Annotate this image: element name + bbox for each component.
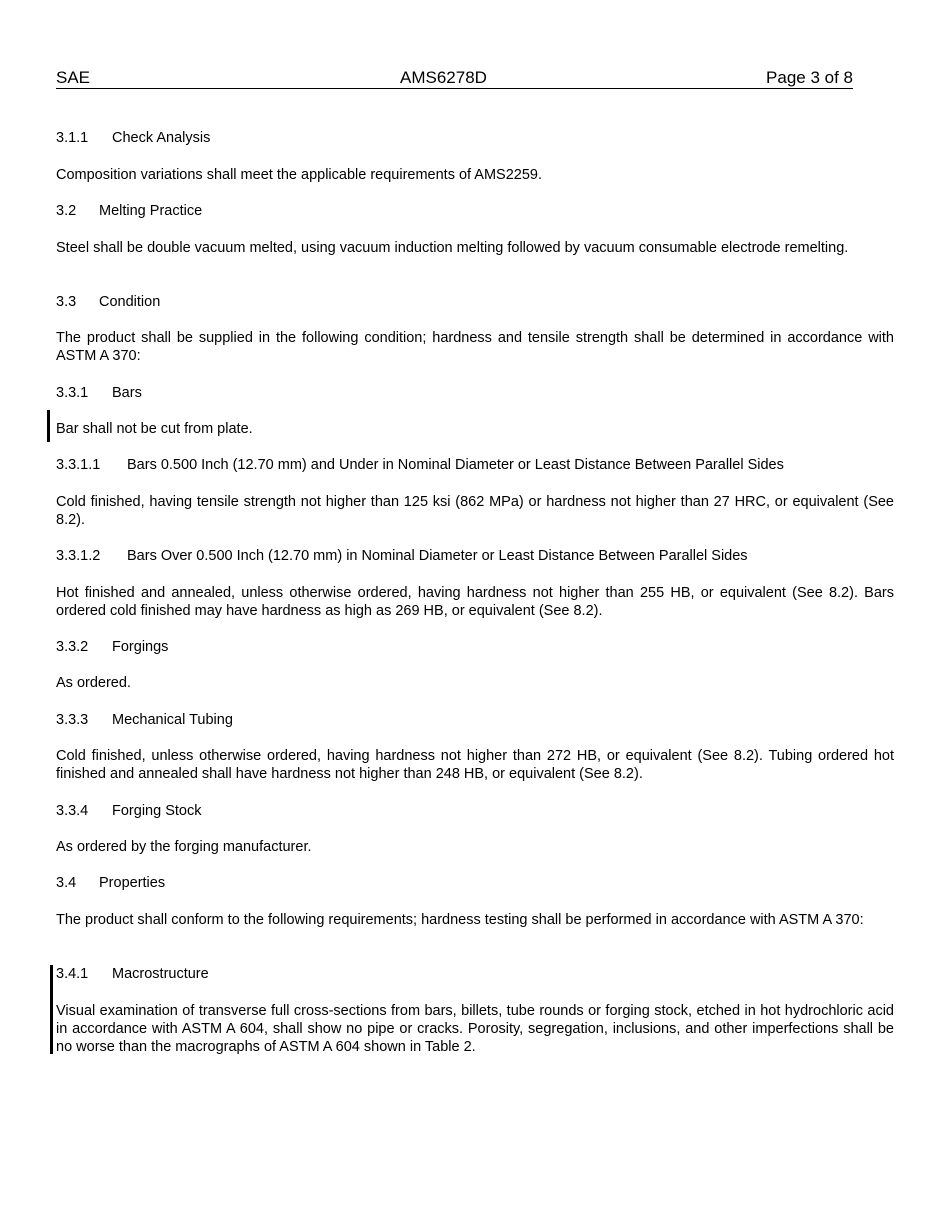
section-heading xyxy=(56,638,894,656)
section-number: 3.3.1 xyxy=(56,385,89,401)
section-heading xyxy=(56,965,894,983)
paragraph: Cold finished, unless otherwise ordered, having hardness not higher than 272 HB, or equivalent (See 8.2). Tubing ordered hot finished and annealed shall have hardness not higher than 248 HB, or equivalent (See 8.2). xyxy=(56,748,894,782)
section-title: Forgings xyxy=(112,639,169,655)
section-title: Check Analysis xyxy=(112,130,211,146)
section-title: Forging Stock xyxy=(112,803,202,819)
section-heading xyxy=(56,802,894,820)
change-bar xyxy=(47,410,50,442)
section-title: Mechanical Tubing xyxy=(112,712,233,728)
section-number: 3.3.4 xyxy=(56,803,89,819)
paragraph: As ordered by the forging manufacturer. xyxy=(56,839,312,855)
section-heading xyxy=(56,547,894,565)
section-title: Properties xyxy=(99,875,166,891)
section-number: 3.4 xyxy=(56,875,77,891)
section-title: Bars Over 0.500 Inch (12.70 mm) in Nominal Diameter or Least Distance Between Parallel Sides xyxy=(127,548,748,564)
section-number: 3.4.1 xyxy=(56,966,89,982)
section-heading xyxy=(56,202,894,220)
paragraph: The product shall conform to the following requirements; hardness testing shall be performed in accordance with ASTM A 370: xyxy=(56,912,864,928)
paragraph: Bar shall not be cut from plate. xyxy=(56,421,253,437)
section-heading xyxy=(56,874,894,892)
header-org: SAE xyxy=(56,68,91,87)
paragraph: Cold finished, having tensile strength not higher than 125 ksi (862 MPa) or hardness not higher than 27 HRC, or equivalent (See 8.2). xyxy=(56,494,894,528)
section-number: 3.3 xyxy=(56,294,77,310)
header-page-number: Page 3 of 8 xyxy=(766,68,853,87)
section-heading xyxy=(56,129,894,147)
section-title: Bars 0.500 Inch (12.70 mm) and Under in Nominal Diameter or Least Distance Between Parallel Sides xyxy=(127,457,784,473)
section-number: 3.2 xyxy=(56,203,77,219)
paragraph: As ordered. xyxy=(56,675,131,691)
section-heading xyxy=(56,293,894,311)
paragraph: Composition variations shall meet the applicable requirements of AMS2259. xyxy=(56,167,543,183)
section-number: 3.3.1.1 xyxy=(56,457,101,473)
section-number: 3.1.1 xyxy=(56,130,89,146)
section-title: Macrostructure xyxy=(112,966,209,982)
section-number: 3.3.3 xyxy=(56,712,89,728)
change-bar xyxy=(50,965,53,1054)
section-heading xyxy=(56,384,894,402)
section-number: 3.3.2 xyxy=(56,639,89,655)
paragraph: Visual examination of transverse full cross-sections from bars, billets, tube rounds or forging stock, etched in hot hydrochloric acid in accordance with ASTM A 604, shall show no pipe or cracks. Porosity, segregation, inclusions, and other imperfections shall be no worse than the macrographs of ASTM A 604 shown in Table 2. xyxy=(56,1003,894,1055)
section-title: Melting Practice xyxy=(99,203,203,219)
paragraph: Steel shall be double vacuum melted, using vacuum induction melting followed by vacuum consumable electrode remelting. xyxy=(56,240,849,256)
paragraph: Hot finished and annealed, unless otherwise ordered, having hardness not higher than 255 HB, or equivalent (See 8.2). Bars ordered cold finished may have hardness as high as 269 HB, or equivalent (See 8.2). xyxy=(56,585,894,619)
section-title: Condition xyxy=(99,294,161,310)
section-title: Bars xyxy=(112,385,142,401)
page-header xyxy=(56,68,853,89)
section-heading xyxy=(56,456,894,474)
section-number: 3.3.1.2 xyxy=(56,548,101,564)
paragraph: The product shall be supplied in the following condition; hardness and tensile strength shall be determined in accordance with ASTM A 370: xyxy=(56,330,894,364)
section-heading xyxy=(56,711,894,729)
header-doc-number: AMS6278D xyxy=(400,68,487,87)
